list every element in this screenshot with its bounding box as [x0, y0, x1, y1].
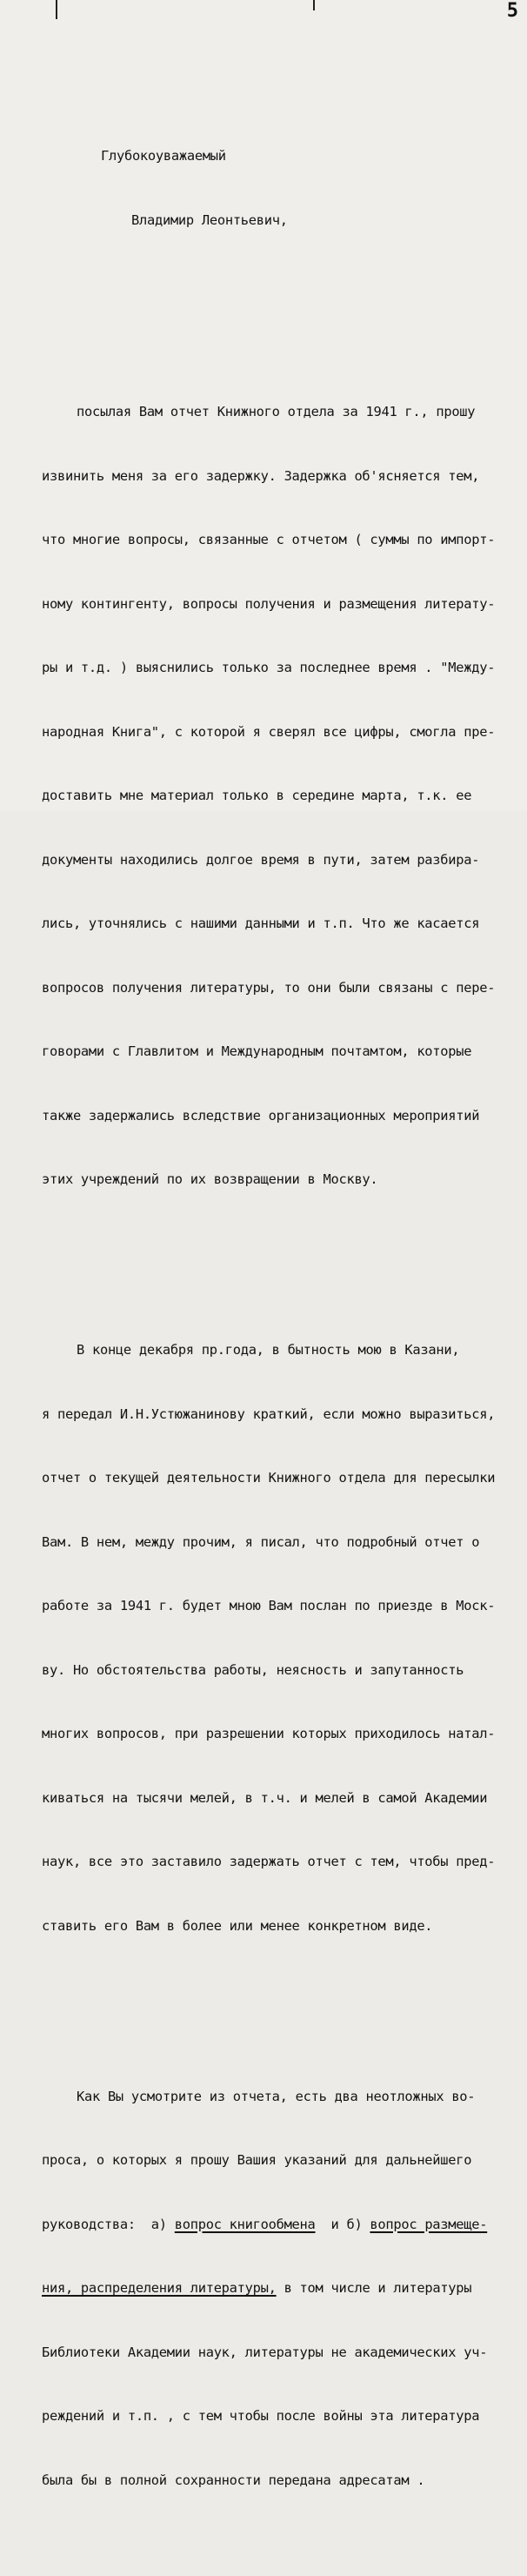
text-line: реждений и т.п. , с тем чтобы после войны эта литература: [42, 2408, 480, 2424]
text-line: народная Книга", с которой я сверял все цифры, смогла пре-: [42, 723, 496, 740]
text-segment: в том числе и литературы: [276, 2280, 472, 2296]
text-line: документы находились долгое время в пути, затем разбира-: [42, 851, 480, 868]
text-line: была бы в полной сохранности передана адресатам .: [42, 2472, 425, 2488]
paragraph-2: [42, 1297, 520, 1979]
text-line: [42, 2214, 520, 2236]
salutation-line: Глубокоуважаемый: [101, 148, 226, 164]
text-line: работе за 1941 г. будет мною Вам послан по приезде в Моск-: [42, 1598, 496, 1613]
underlined-phrase: вопрос размеще-: [370, 2216, 488, 2232]
paragraph-1: [42, 359, 520, 1233]
text-line: ному контингенту, вопросы получения и размещения литерату-: [42, 595, 496, 612]
text-line: Вам. В нем, между прочим, я писал, что подробный отчет о: [42, 1533, 480, 1550]
spacer: [42, 273, 520, 295]
text-line: [42, 2277, 520, 2299]
text-line: вопросов получения литературы, то они были связаны с пере-: [42, 979, 496, 996]
text-line: Как Вы усмотрите из отчета, есть два неотложных во-: [77, 2088, 476, 2104]
salutation-line: Владимир Леонтьевич,: [131, 211, 288, 228]
text-line: ры и т.д. ) выяснились только за последнее время . "Между-: [42, 660, 496, 675]
text-line: извинить меня за его задержку. Задержка об'ясняется тем,: [42, 467, 480, 484]
page-number: 5: [506, 0, 518, 22]
text-line: ву. Но обстоятельства работы, неясность и запутанность: [42, 1661, 464, 1678]
text-line: говорами с Главлитом и Международным почтамтом, которые: [42, 1043, 472, 1059]
text-line: многих вопросов, при разрешении которых приходилось натал-: [42, 1726, 496, 1741]
text-line: я передал И.Н.Устюжанинову краткий, если можно выразиться,: [42, 1405, 496, 1422]
text-line: наук, все это заставило задержать отчет с тем, чтобы пред-: [42, 1854, 496, 1869]
text-line: отчет о текущей деятельности Книжного отдела для пересылки: [42, 1470, 496, 1486]
text-line: В конце декабря пр.года, в бытность мою в Казани,: [77, 1342, 460, 1358]
underlined-phrase: ния, распределения литературы,: [42, 2280, 277, 2296]
paragraph-3: [42, 2043, 520, 2534]
text-line: ставить его Вам в более или менее конкретном виде.: [42, 1917, 433, 1934]
text-line: киваться на тысячи мелей, в т.ч. и мелей в самой Академии: [42, 1789, 488, 1806]
text-segment: и б): [315, 2216, 370, 2232]
text-line: доставить мне материал только в середине марта, т.к. ее: [42, 788, 472, 803]
text-line: посылая Вам отчет Книжного отдела за 1941 г., прошу: [77, 404, 476, 419]
text-segment: руководства: а): [42, 2216, 175, 2232]
text-line: этих учреждений по их возвращении в Москву.: [42, 1171, 378, 1187]
margin-mark: [56, 0, 57, 19]
text-line: Библиотеки Академии наук, литературы не академических уч-: [42, 2344, 488, 2360]
text-line: также задержались вследствие организационных мероприятий: [42, 1107, 480, 1124]
letter-body: [42, 103, 520, 2576]
text-line: лись, уточнялись с нашими данными и т.п. Что же касается: [42, 916, 480, 931]
underlined-phrase: вопрос книгообмена: [174, 2216, 316, 2232]
margin-mark: [313, 0, 315, 10]
text-line: что многие вопросы, связанные с отчетом ( суммы по импорт-: [42, 532, 496, 547]
text-line: проса, о которых я прошу Вашия указаний для дальнейшего: [42, 2152, 472, 2168]
